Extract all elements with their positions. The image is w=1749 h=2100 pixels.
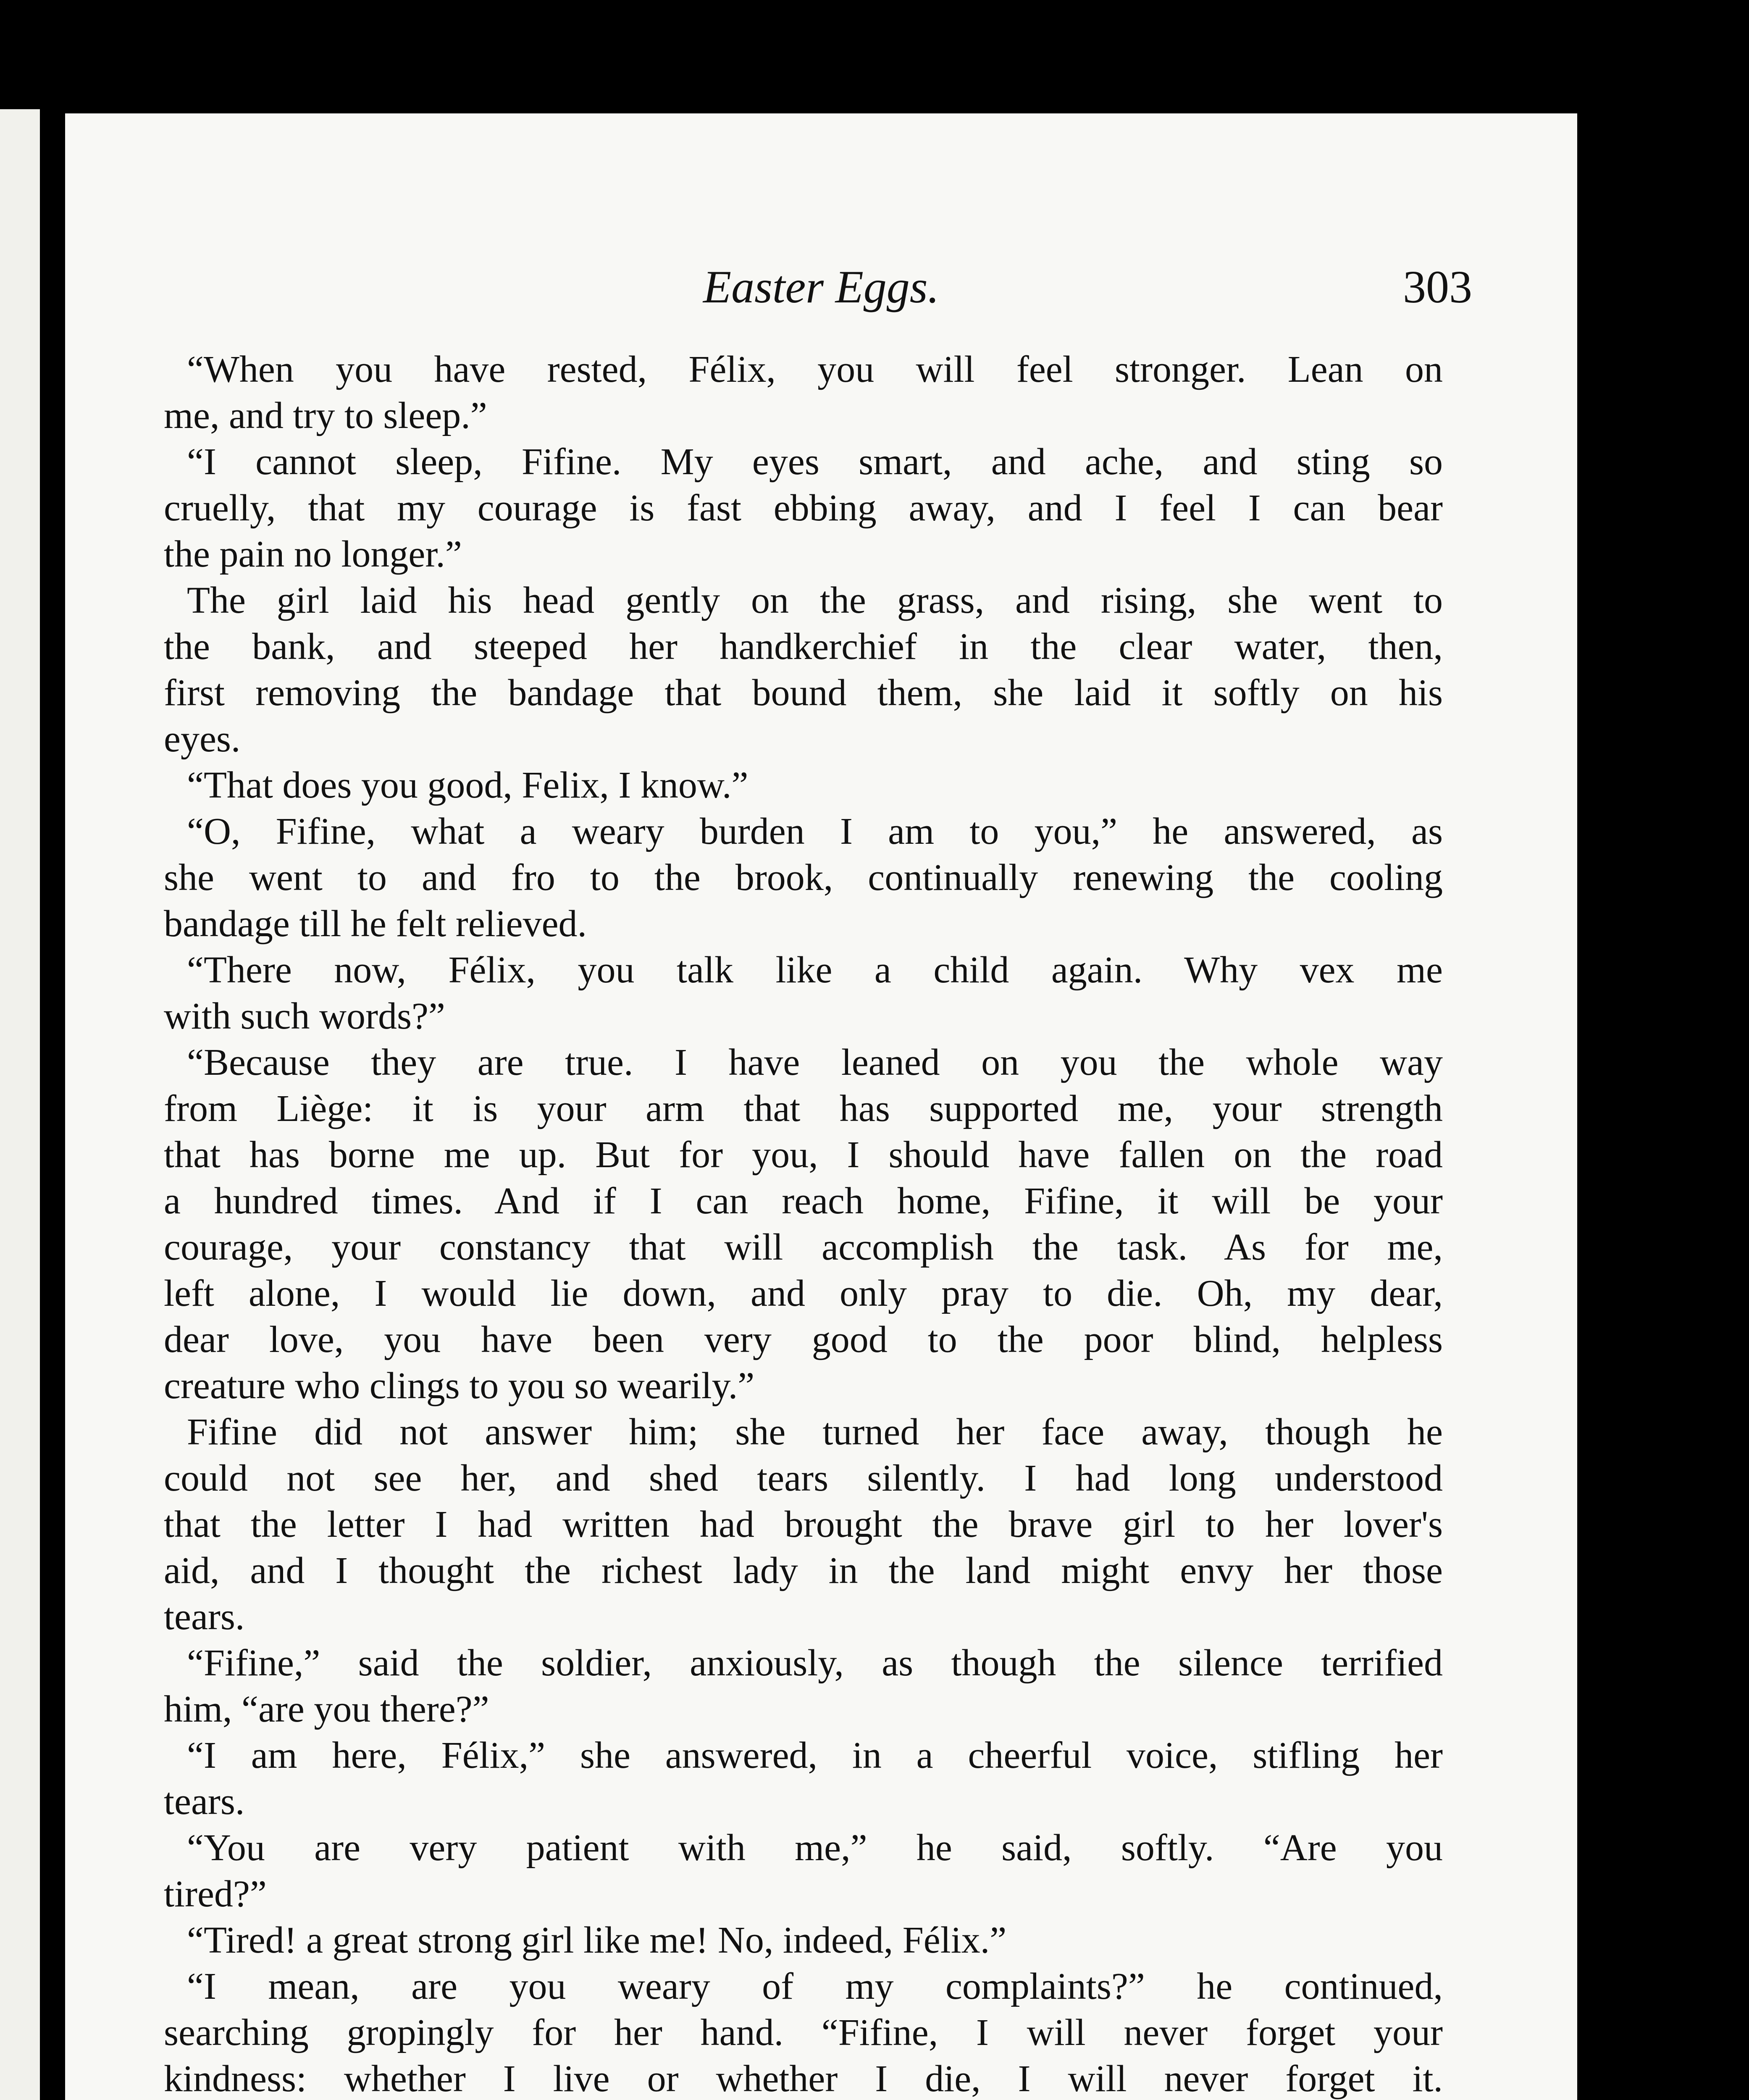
text-line: that the letter I had written had brought the brave girl to her lover's — [164, 1504, 1443, 1545]
text-line: The girl laid his head gently on the grass, and rising, she went to — [187, 580, 1443, 621]
text-line: “There now, Félix, you talk like a child again. Why vex me — [187, 949, 1443, 991]
running-title: Easter Eggs. — [703, 261, 940, 312]
text-line: me, and try to sleep.” — [164, 395, 487, 436]
text-line: searching gropingly for her hand. “Fifine, I will never forget your — [164, 2012, 1443, 2053]
book-page — [65, 113, 1577, 2100]
text-line: the bank, and steeped her handkerchief in the clear water, then, — [164, 626, 1443, 667]
text-line: eyes. — [164, 718, 241, 760]
text-line: tears. — [164, 1596, 245, 1638]
text-line: him, “are you there?” — [164, 1688, 489, 1730]
body-text — [164, 346, 1443, 2100]
text-line: courage, your constancy that will accomplish the task. As for me, — [164, 1226, 1443, 1268]
text-line: with such words?” — [164, 995, 445, 1037]
text-line: “That does you good, Felix, I know.” — [187, 764, 748, 806]
text-line: bandage till he felt relieved. — [164, 903, 587, 945]
text-line: “I cannot sleep, Fifine. My eyes smart, and ache, and sting so — [187, 441, 1443, 483]
previous-page-edge — [0, 109, 40, 2100]
text-line: Fifine did not answer him; she turned her face away, though he — [187, 1411, 1443, 1453]
running-head — [65, 252, 1577, 315]
text-line: she went to and fro to the brook, continually renewing the cooling — [164, 857, 1443, 898]
text-line: tired?” — [164, 1873, 267, 1915]
text-line: from Liège: it is your arm that has supported me, your strength — [164, 1088, 1443, 1129]
text-line: left alone, I would lie down, and only pray to die. Oh, my dear, — [164, 1273, 1443, 1314]
text-line: the pain no longer.” — [164, 533, 462, 575]
text-line: “When you have rested, Félix, you will feel stronger. Lean on — [187, 349, 1443, 390]
text-line: tears. — [164, 1781, 245, 1822]
text-line: “I mean, are you weary of my complaints?” he continued, — [187, 1966, 1443, 2007]
text-line: kindness: whether I live or whether I die, I will never forget it. — [164, 2058, 1443, 2100]
text-line: “Fifine,” said the soldier, anxiously, as though the silence terrified — [187, 1642, 1443, 1684]
text-line: “Because they are true. I have leaned on you the whole way — [187, 1042, 1443, 1083]
text-line: creature who clings to you so wearily.” — [164, 1365, 755, 1407]
text-line: cruelly, that my courage is fast ebbing away, and I feel I can bear — [164, 487, 1443, 529]
text-line: a hundred times. And if I can reach home, Fifine, it will be your — [164, 1180, 1443, 1222]
text-line: first removing the bandage that bound them, she laid it softly on his — [164, 672, 1443, 714]
text-line: aid, and I thought the richest lady in the land might envy her those — [164, 1550, 1443, 1591]
text-line: that has borne me up. But for you, I should have fallen on the road — [164, 1134, 1443, 1176]
text-line: “O, Fifine, what a weary burden I am to you,” he answered, as — [187, 811, 1443, 852]
text-line: “Tired! a great strong girl like me! No, indeed, Félix.” — [187, 1919, 1007, 1961]
text-line: could not see her, and shed tears silently. I had long understood — [164, 1457, 1443, 1499]
text-line: dear love, you have been very good to the poor blind, helpless — [164, 1319, 1443, 1360]
text-line: “I am here, Félix,” she answered, in a cheerful voice, stifling her — [187, 1735, 1443, 1776]
page-number: 303 — [1403, 261, 1472, 312]
text-line: “You are very patient with me,” he said, softly. “Are you — [187, 1827, 1443, 1869]
